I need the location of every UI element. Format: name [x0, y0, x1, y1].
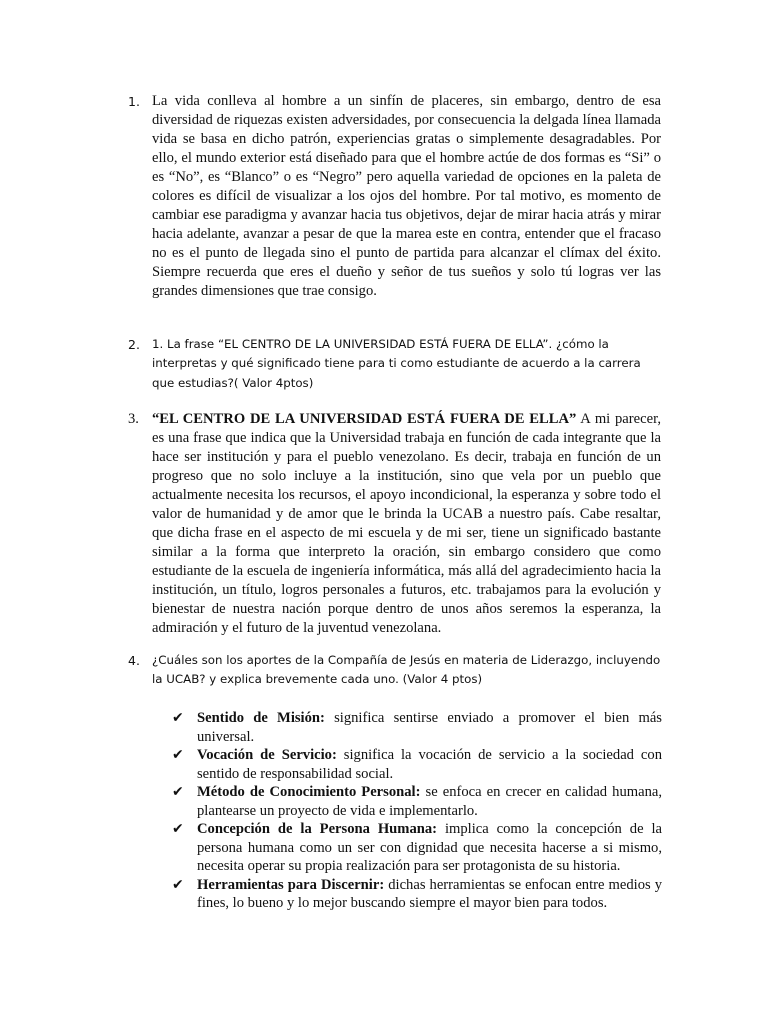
check-mark-icon: ✔: [172, 821, 184, 837]
checklist-term: Concepción de la Persona Humana:: [197, 821, 438, 837]
list-item-3: [128, 410, 661, 638]
paragraph-2: [152, 410, 661, 638]
checklist-item: [172, 709, 662, 746]
list-item-4: [128, 651, 661, 690]
checklist-term: Sentido de Misión:: [197, 710, 325, 726]
question-1: 1. La frase “EL CENTRO DE LA UNIVERSIDAD ESTÁ FUERA DE ELLA”. ¿cómo la interpretas y qué significado tiene para ti como estudiante de acuerdo a la carrera que estudias?( Valor 4ptos): [152, 337, 641, 390]
list-item-1: [128, 92, 661, 301]
question-2: ¿Cuáles son los aportes de la Compañía de Jesús en materia de Liderazgo, incluyendo la UCAB? y explica brevemente cada uno. (Valor 4 ptos): [152, 653, 661, 687]
checklist-item: [172, 876, 662, 913]
item-number: 2.: [128, 337, 140, 352]
leadership-checklist: [172, 709, 662, 913]
checklist-desc: implica como la concepción de la persona humana como un ser con dignidad que necesita hacerse a si mismo, necesita operar su propia realización para ser protagonista de su historia.: [197, 821, 662, 874]
checklist-term: Vocación de Servicio:: [197, 747, 337, 763]
answer-text: A mi parecer, es una frase que indica que la Universidad trabaja en función de cada integrante que la hace ser institución y para el pueblo venezolano. Es decir, trabaja en función de un progreso que no solo incluye a la institución, sino que vela por un pueblo que actualmente necesita los recursos, el apoyo incondicional, la esperanza y sobre todo el valor de humanidad y de amor que le brinda la UCAB a nuestro país. Cabe resaltar, que dicha frase en el aspecto de mi escuela y de mi ser, tiene un significado bastante similar a la forma que interpreto la oración, sin embargo considero que como estudiante de la escuela de ingeniería informática, más allá del agradecimiento hacia la institución, un título, logros personales a futuros, etc. trabajamos para la evolución y bienestar de nuestra nación porque dentro de unos años seremos la esperanza, la admiración y el futuro de la juventud venezolana.: [152, 411, 661, 636]
checklist-desc: dichas herramientas se enfocan entre medios y fines, lo bueno y lo mejor buscando siempre el mayor bien para todos.: [197, 876, 662, 911]
check-mark-icon: ✔: [172, 784, 184, 800]
checklist-desc: significa la vocación de servicio a la sociedad con sentido de responsabilidad social.: [197, 747, 663, 782]
paragraph-1: La vida conlleva al hombre a un sinfín de placeres, sin embargo, dentro de esa diversidad de riquezas existen adversidades, por consecuencia la delgada línea llamada vida se basa en dicho patrón, experiencias gratas o simplemente desagradables. Por ello, el mundo exterior está diseñado para que el hombre actúe de dos formas es “Si” o es “No”, es “Blanco” o es “Negro” pero aquella variedad de opciones en la paleta de colores es difícil de visualizar a los ojos del hombre. Por tal motivo, es momento de cambiar ese paradigma y avanzar hacia tus objetivos, dejar de mirar hacia atrás y mirar hacia adelante, avanzar a pesar de que la marea este en contra, entender que el fracaso no es el punto de llegada sino el punto de partida para alcanzar el clímax del éxito. Siempre recuerda que eres el dueño y señor de tus sueños y solo tú logras ver las grandes dimensiones que trae consigo.: [152, 93, 661, 299]
check-mark-icon: ✔: [172, 747, 184, 763]
checklist-desc: significa sentirse enviado a promover el bien más universal.: [197, 710, 662, 745]
item-number: 1.: [128, 94, 140, 109]
quote-heading: “EL CENTRO DE LA UNIVERSIDAD ESTÁ FUERA DE ELLA”: [152, 411, 577, 427]
list-item-2: [128, 335, 661, 393]
check-mark-icon: ✔: [172, 710, 184, 726]
checklist-item: [172, 783, 662, 820]
checklist-item: [172, 746, 662, 783]
item-number: 4.: [128, 653, 140, 668]
checklist-item: [172, 820, 662, 876]
checklist-desc: se enfoca en crecer en calidad humana, plantearse un proyecto de vida e implementarlo.: [197, 784, 662, 819]
check-mark-icon: ✔: [172, 876, 184, 893]
item-number: 3.: [128, 411, 139, 427]
checklist-term: Método de Conocimiento Personal:: [197, 784, 421, 800]
checklist-term: Herramientas para Discernir:: [197, 876, 385, 893]
